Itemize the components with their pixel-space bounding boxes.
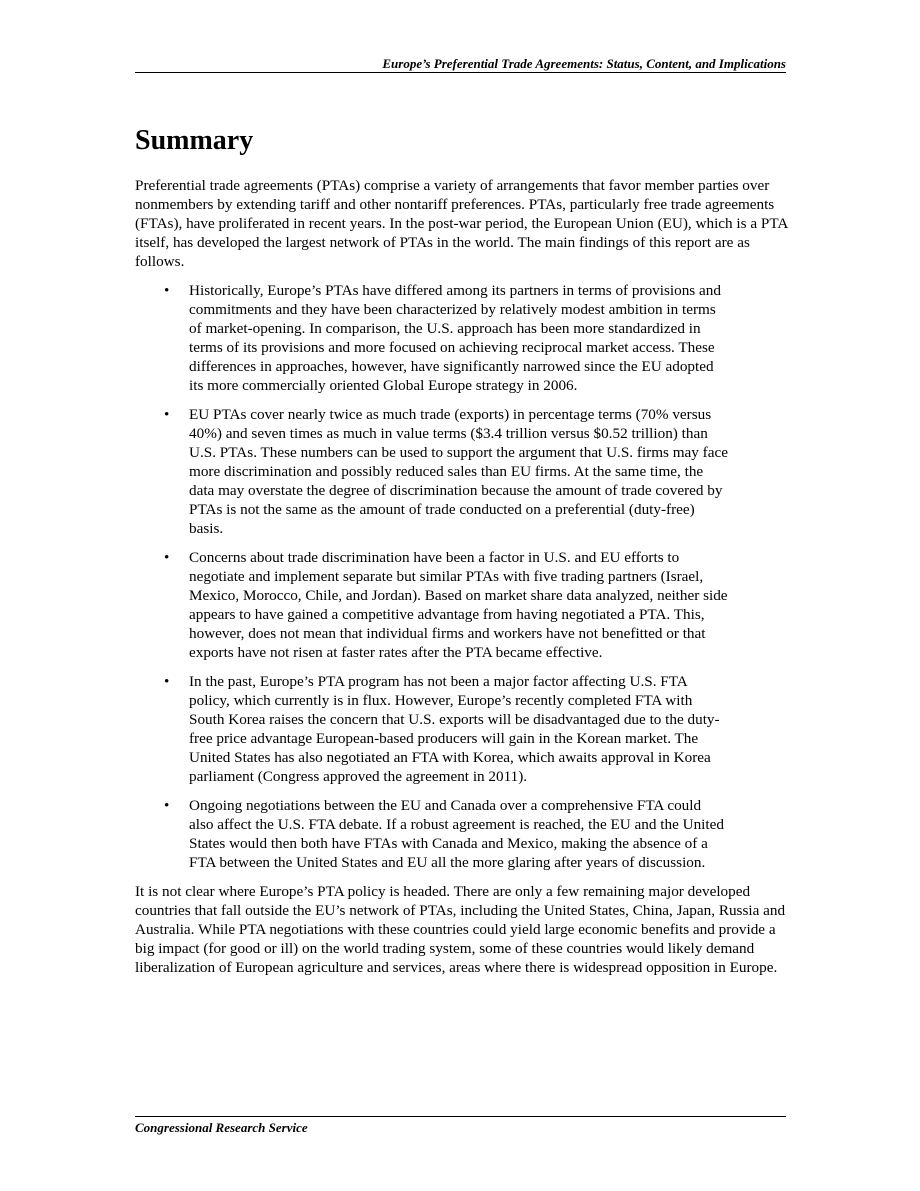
header-rule <box>135 72 786 73</box>
findings-list <box>135 281 795 872</box>
finding-text: EU PTAs cover nearly twice as much trade (exports) in percentage terms (70% versus 40%) and seven times as much in value terms ($3.4 trillion versus $0.52 trillion) than U.S. PTAs. These numbers can be used to support the argument that U.S. firms may face more discrimination and possibly reduced sales than EU firms. At the same time, the data may overstate the degree of discrimination because the amount of trade covered by PTAs is not the same as the amount of trade conducted on a preferential (duty-free) basis. <box>189 406 728 537</box>
bullet-icon: • <box>164 282 170 299</box>
footer-source: Congressional Research Service <box>135 1120 308 1135</box>
finding-text: Concerns about trade discrimination have been a factor in U.S. and EU efforts to negotiate and implement separate but similar PTAs with five trading partners (Israel, Mexico, Morocco, Chile, and Jordan). Based on market share data analyzed, neither side appears to have gained a competitive advantage from having negotiated a PTA. This, however, does not mean that individual firms and workers have not benefitted or that exports have not risen at faster rates after the PTA became effective. <box>189 549 728 661</box>
finding-text: Ongoing negotiations between the EU and Canada over a comprehensive FTA could also affect the U.S. FTA debate. If a robust agreement is reached, the EU and the United States would then both have FTAs with Canada and Mexico, making the absence of a FTA between the United States and EU all the more glaring after years of discussion. <box>189 797 724 871</box>
conclusion-paragraph: It is not clear where Europe’s PTA policy is headed. There are only a few remaining major developed countries that fall outside the EU’s network of PTAs, including the United States, China, Japan, Russia and Australia. While PTA negotiations with these countries could yield large economic benefits and provide a big impact (for good or ill) on the world trading system, some of these countries would likely demand liberalization of European agriculture and services, areas where there is widespread opposition in Europe. <box>135 883 786 976</box>
finding-text: In the past, Europe’s PTA program has not been a major factor affecting U.S. FTA policy, which currently is in flux. However, Europe’s recently completed FTA with South Korea raises the concern that U.S. exports will be disadvantaged due to the duty-free price advantage European-based producers will gain in the Korean market. The United States has also negotiated an FTA with Korea, which awaits approval in Korea parliament (Congress approved the agreement in 2011). <box>189 673 720 785</box>
list-item <box>135 405 729 538</box>
footer-rule <box>135 1116 786 1117</box>
bullet-icon: • <box>164 406 170 423</box>
finding-text: Historically, Europe’s PTAs have differed among its partners in terms of provisions and commitments and they have been characterized by relatively modest ambition in terms of market-opening. In comparison, the U.S. approach has been more standardized in terms of its provisions and more focused on achieving reciprocal market access. These differences in approaches, however, have significantly narrowed since the EU adopted its more commercially oriented Global Europe strategy in 2006. <box>189 282 721 394</box>
list-item <box>135 672 729 786</box>
page-title: Summary <box>135 125 254 156</box>
summary-body <box>135 176 795 977</box>
list-item <box>135 281 729 395</box>
bullet-icon: • <box>164 797 170 814</box>
bullet-icon: • <box>164 549 170 566</box>
list-item <box>135 548 729 662</box>
intro-paragraph: Preferential trade agreements (PTAs) comprise a variety of arrangements that favor member parties over nonmembers by extending tariff and other nontariff preferences. PTAs, particularly free trade agreements (FTAs), have proliferated in recent years. In the post-war period, the European Union (EU), which is a PTA itself, has developed the largest network of PTAs in the world. The main findings of this report are as follows. <box>135 177 788 270</box>
running-header: Europe’s Preferential Trade Agreements: Status, Content, and Implications <box>382 56 786 71</box>
bullet-icon: • <box>164 673 170 690</box>
list-item <box>135 796 729 872</box>
